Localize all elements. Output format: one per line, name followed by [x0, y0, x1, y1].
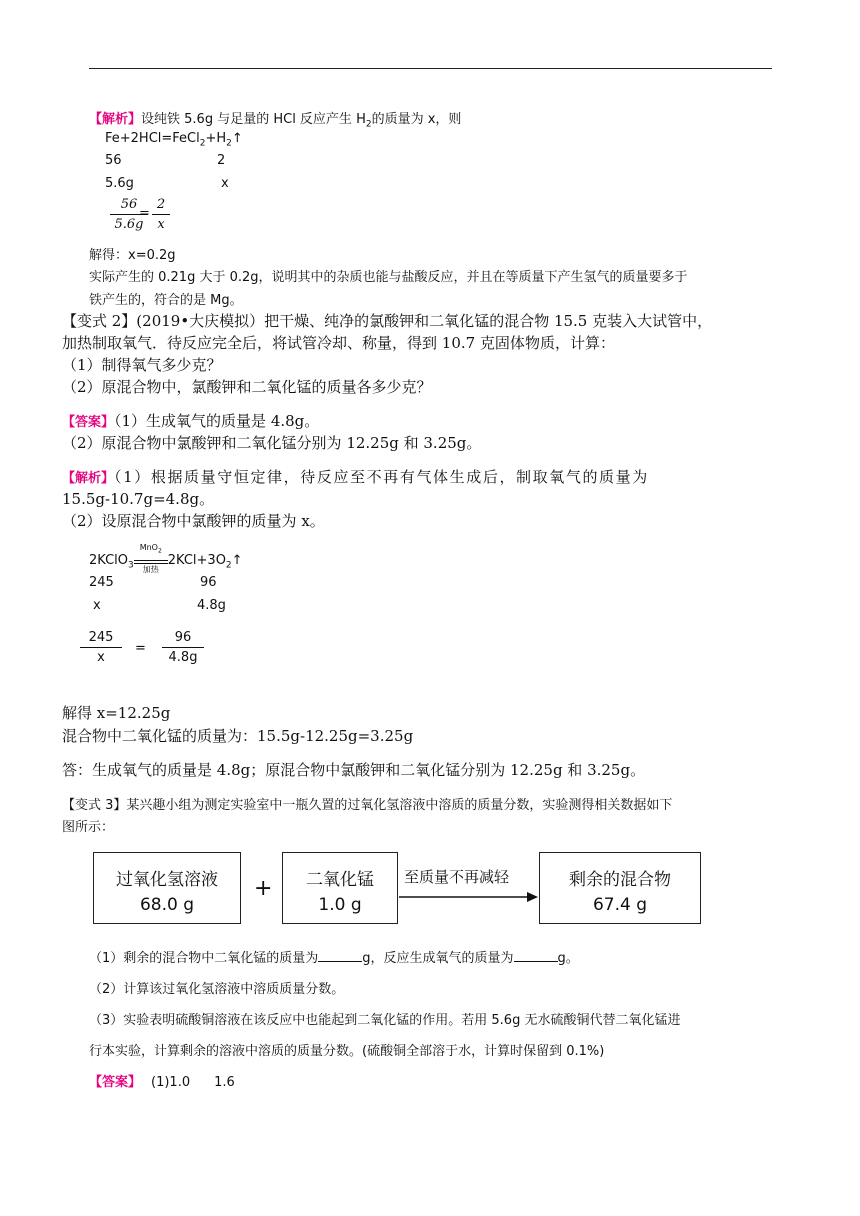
analysis-tag: 【解析】 — [89, 112, 142, 127]
ex2-final-answer: 答：生成氧气的质量是 4.8g；原混合物中氯酸钾和二氧化锰分别为 12.25g 和 3.25g。 — [62, 761, 646, 779]
ex3-question-line1: 【变式 3】某兴趣小组为测定实验室中一瓶久置的过氧化氢溶液中溶质的质量分数，实验测得相关数据如下 — [62, 798, 673, 813]
answer-blank — [318, 949, 362, 962]
ex2-analysis-line1: 【解析】（1）根据质量守恒定律，待反应至不再有气体生成后，制取氧气的质量为 — [62, 468, 649, 486]
ex2-row1-right: 96 — [200, 575, 217, 590]
ex1-fraction-equals: = — [139, 206, 150, 221]
answer-tag: 【答案】 — [89, 1075, 142, 1090]
answer-tag: 【答案】 — [62, 415, 115, 430]
ex1-row2-right: x — [221, 176, 229, 191]
ex1-fraction-right: 2 x — [152, 197, 170, 232]
ex1-equation: $Fe+2HCl=FeCl_2+H_2↑$ — [105, 131, 243, 149]
ex2-analysis-line3: （2）设原混合物中氯酸钾的质量为 x。 — [62, 512, 325, 530]
ex3-subquestion3-line2: 行本实验，计算剩余的溶液中溶质的质量分数。(硫酸铜全部溶于水，计算时保留到 0.1%) — [89, 1044, 605, 1059]
ex3-subquestion2: （2）计算该过氧化氢溶液中溶质质量分数。 — [89, 982, 345, 997]
ex2-question-part1: （1）制得氧气多少克？ — [62, 356, 222, 374]
ex2-reaction-condition: MnO$_2$ 加热 — [134, 554, 168, 564]
ex1-intro: 【解析】设纯铁 5.6g 与足量的 HCl 反应产生 $H_2$的质量为 x，则 — [89, 112, 462, 130]
ex2-answer-line1: 【答案】（1）生成氧气的质量是 4.8g。 — [62, 412, 320, 430]
box-remaining-mixture: 剩余的混合物 67.4 g — [539, 852, 701, 924]
ex2-fraction-left: 245 x — [80, 630, 122, 665]
box-hydrogen-peroxide: 过氧化氢溶液 68.0 g — [93, 852, 241, 924]
analysis-tag: 【解析】 — [62, 471, 115, 486]
ex2-question-line2: 加热制取氧气．待反应完全后，将试管冷却、称量，得到 10.7 克固体物质，计算： — [62, 334, 615, 352]
ex2-fraction-right: 96 4.8g — [162, 630, 204, 665]
ex2-mno2-mass: 混合物中二氧化锰的质量为：15.5g-12.25g=3.25g — [62, 727, 414, 745]
ex2-equation: 2KClO$_3$ MnO$_2$ 加热 $2KCl+3O_2↑$ — [89, 543, 243, 574]
ex2-question-line1: 【变式 2】(2019•大庆模拟）把干燥、纯净的氯酸钾和二氧化锰的混合物 15.5 克装入大试管中， — [62, 312, 713, 330]
header-rule — [89, 68, 772, 69]
ex3-question-line2: 图所示： — [62, 820, 115, 835]
right-arrow-icon — [399, 889, 539, 903]
ex3-answer: 【答案】 (1)1.0 1.6 — [89, 1075, 235, 1090]
ex3-subquestion3-line1: （3）实验表明硫酸铜溶液在该反应中也能起到二氧化锰的作用。若用 5.6g 无水硫酸铜代替二氧化锰进 — [89, 1013, 681, 1028]
answer-blank — [514, 949, 558, 962]
ex2-row2-left: x — [93, 598, 101, 613]
ex1-row1-left: 56 — [105, 153, 122, 168]
ex1-conclusion-line1: 实际产生的 0.21g 大于 0.2g，说明其中的杂质也能与盐酸反应，并且在等质量下产生氢气的质量要多于 — [89, 270, 688, 285]
ex3-subquestion1: （1）剩余的混合物中二氧化锰的质量为 g，反应生成氧气的质量为 g。 — [89, 951, 579, 966]
ex1-conclusion-line2: 铁产生的，符合的是 Mg。 — [89, 293, 243, 308]
ex2-solve: 解得 x=12.25g — [62, 704, 171, 722]
ex2-row1-left: 245 — [89, 575, 114, 590]
ex1-row2-left: 5.6g — [105, 176, 134, 191]
ex2-row2-right: 4.8g — [197, 598, 226, 613]
arrow-label: 至质量不再减轻 — [404, 868, 510, 886]
ex2-fraction-equals: = — [135, 641, 146, 656]
ex2-question-part2: （2）原混合物中，氯酸钾和二氧化锰的质量各多少克？ — [62, 378, 432, 396]
box-manganese-dioxide: 二氧化锰 1.0 g — [282, 852, 398, 924]
plus-sign: + — [254, 876, 273, 901]
ex1-row1-right: 2 — [217, 153, 226, 168]
ex2-analysis-line2: 15.5g-10.7g=4.8g。 — [62, 490, 215, 508]
ex1-fraction-left: 56 5.6g — [110, 197, 148, 232]
ex2-answer-line2: （2）原混合物中氯酸钾和二氧化锰分别为 12.25g 和 3.25g。 — [62, 434, 482, 452]
ex1-solve: 解得：x=0.2g — [89, 248, 176, 263]
